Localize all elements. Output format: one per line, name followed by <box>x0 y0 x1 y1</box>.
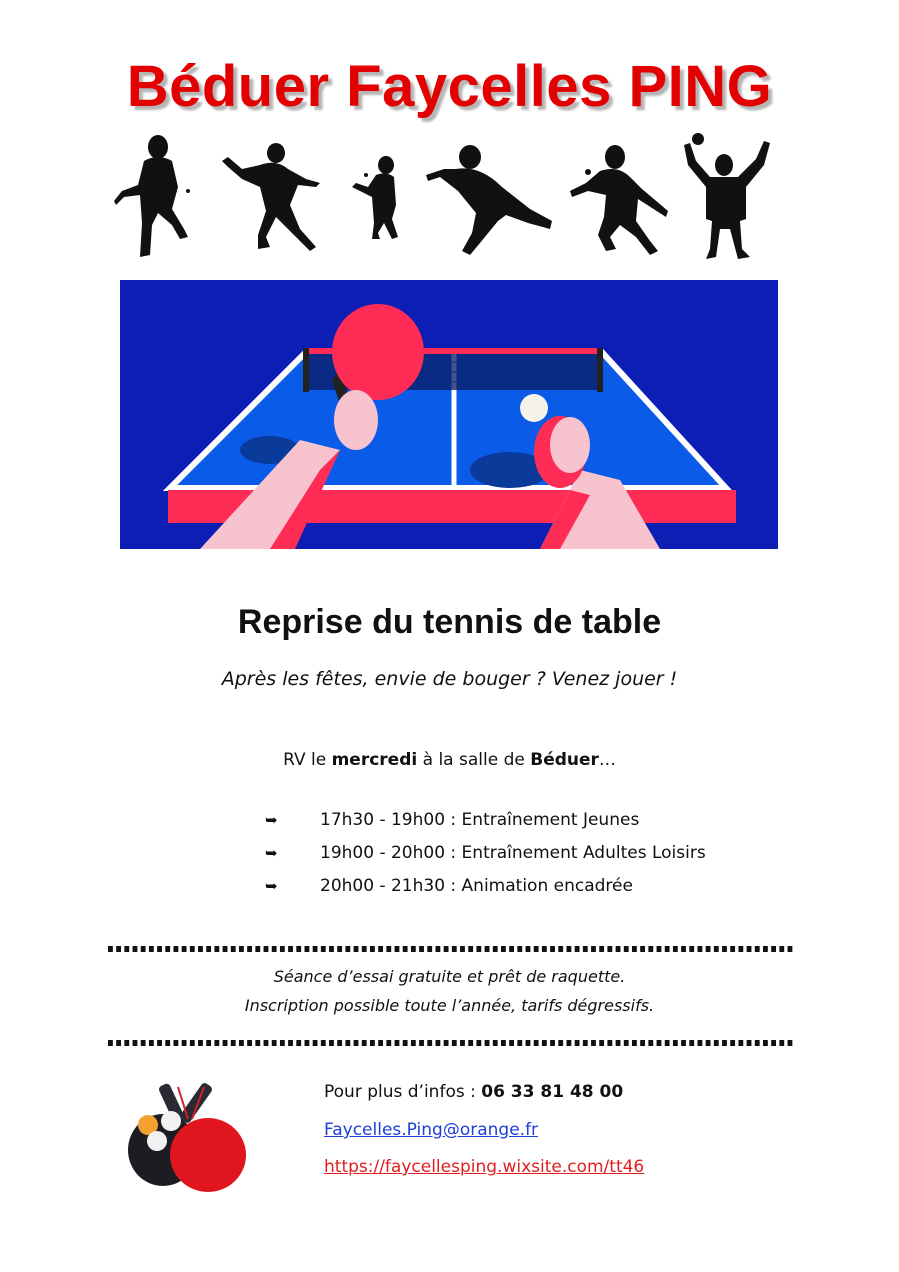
dotted-divider-top <box>108 946 794 952</box>
arrow-icon: ➥ <box>265 810 278 829</box>
note-line-1: Séance d’essai gratuite et prêt de raquette. <box>273 967 626 986</box>
rackets-and-balls-icon <box>118 1075 253 1195</box>
poster-title: Béduer Faycelles PING <box>126 54 773 119</box>
schedule-text: 20h00 - 21h30 : Animation encadrée <box>320 875 633 896</box>
table-tennis-illustration <box>120 280 778 549</box>
subtitle: Après les fêtes, envie de bouger ? Venez jouer ! <box>221 668 678 690</box>
contact-label: Pour plus d’infos : <box>324 1082 482 1102</box>
phone-number[interactable]: 06 33 81 48 00 <box>481 1082 624 1102</box>
section-heading: Reprise du tennis de table <box>237 603 662 641</box>
schedule-list <box>265 803 765 902</box>
dotted-divider-bottom <box>108 1040 794 1046</box>
meeting-day: mercredi <box>331 750 418 770</box>
email-link[interactable]: Faycelles.Ping@orange.fr <box>324 1120 539 1140</box>
schedule-text: 17h30 - 19h00 : Entraînement Jeunes <box>320 809 640 830</box>
schedule-text: 19h00 - 20h00 : Entraînement Adultes Loisirs <box>320 842 706 863</box>
contact-phone-line <box>324 1079 623 1105</box>
meeting-middle: à la salle de <box>417 750 531 770</box>
arrow-icon: ➥ <box>265 843 278 862</box>
meeting-prefix: RV le <box>283 750 332 770</box>
meeting-place: Béduer <box>530 750 599 770</box>
players-silhouettes-icon <box>110 125 790 270</box>
schedule-item <box>265 869 765 902</box>
meeting-suffix: … <box>598 750 616 770</box>
schedule-item <box>265 803 765 836</box>
note-line-2: Inscription possible toute l’année, tarifs dégressifs. <box>244 996 655 1015</box>
website-link[interactable]: https://faycellesping.wixsite.com/tt46 <box>324 1157 645 1177</box>
arrow-icon: ➥ <box>265 876 278 895</box>
meeting-info <box>0 747 899 773</box>
schedule-item <box>265 836 765 869</box>
